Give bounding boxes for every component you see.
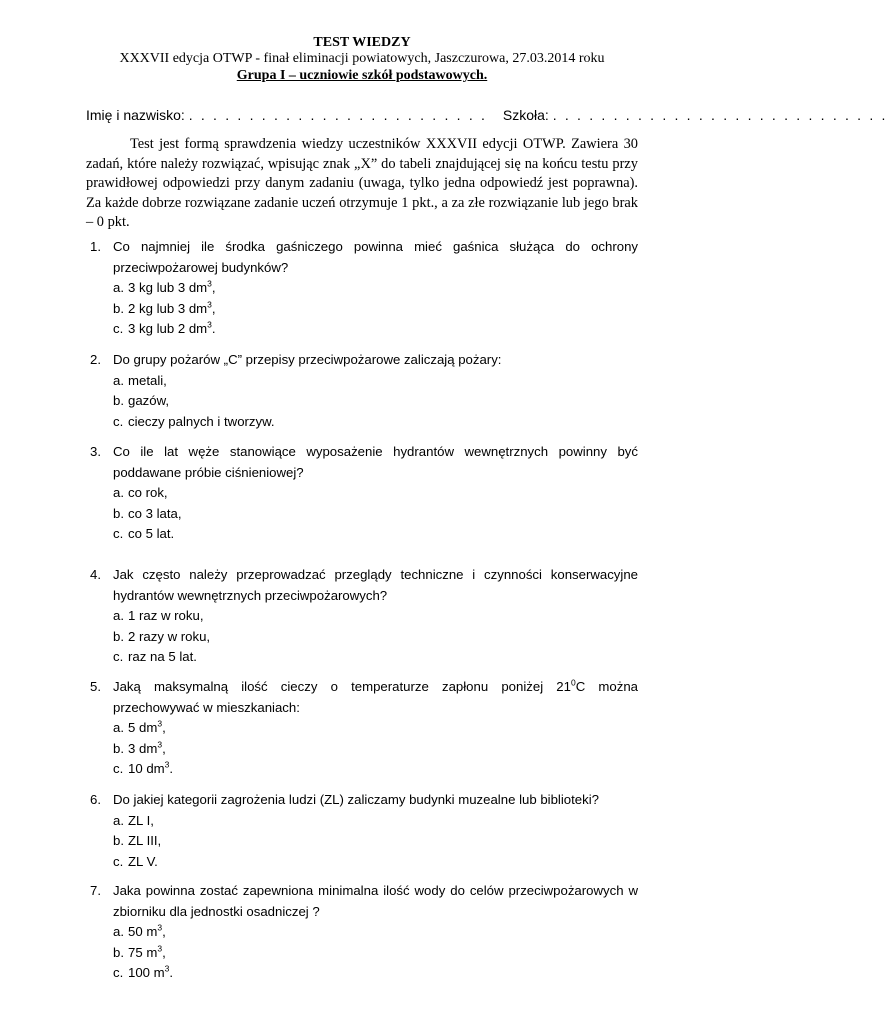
question bbox=[86, 881, 638, 984]
answer-letter: b. bbox=[113, 300, 124, 316]
answer-text: metali, bbox=[128, 372, 167, 388]
question-text: Jaką maksymalną ilość cieczy o temperaturze zapłonu poniżej 21 bbox=[113, 679, 571, 694]
question-number: 5. bbox=[90, 679, 101, 694]
answer-option bbox=[86, 412, 638, 433]
answer-letter: c. bbox=[113, 526, 124, 541]
answer-letter: b. bbox=[113, 505, 124, 521]
answer-letter: a. bbox=[113, 924, 124, 939]
question bbox=[86, 790, 638, 872]
answer-superscript: 3 bbox=[157, 943, 163, 954]
school-label: Szkoła: bbox=[502, 107, 549, 123]
answer-text: 2 razy w roku, bbox=[128, 628, 211, 644]
answer-superscript: 3 bbox=[157, 922, 163, 933]
intro-paragraph bbox=[86, 135, 638, 233]
question-text: Do grupy pożarów „C” przepisy przeciwpożarowe zaliczają pożary: bbox=[113, 352, 502, 367]
answer-text: co 5 lat. bbox=[128, 526, 175, 541]
answer-text: co 3 lata, bbox=[128, 505, 182, 521]
answer-superscript: 3 bbox=[164, 759, 170, 770]
answer-option bbox=[86, 852, 638, 873]
name-label: Imię i nazwisko: bbox=[86, 107, 185, 123]
answer-superscript: 3 bbox=[157, 739, 163, 750]
answer-option bbox=[86, 811, 638, 832]
test-title: TEST WIEDZY bbox=[313, 35, 411, 50]
answer-option bbox=[86, 483, 638, 504]
answer-letter: b. bbox=[113, 944, 124, 960]
answer-text: ZL I, bbox=[128, 812, 154, 828]
answer-letter: c. bbox=[113, 649, 124, 664]
answer-letter: a. bbox=[113, 720, 124, 735]
intro-text: Test jest formą sprawdzenia wiedzy uczestników XXXVII edycji OTWP. Zawiera 30 zadań, które należy rozwiązać, wpisując znak „X” do tabeli znajdującej się na końcu testu przy prawidłowej odpowiedzi przy danym zadaniu (uwaga, tylko jedna odpowiedź jest poprawna). Za każde dobrze rozwiązane zadanie uczeń otrzymuje 1 pkt., a za złe rozwiązanie lub jego brak – 0 pkt. bbox=[86, 136, 638, 230]
answer-text: 50 m bbox=[128, 924, 158, 939]
answer-letter: c. bbox=[113, 761, 124, 776]
answer-letter: b. bbox=[113, 833, 124, 848]
answer-punct: , bbox=[162, 924, 166, 939]
test-group: Grupa I – uczniowie szkół podstawowych. bbox=[236, 68, 488, 83]
answer-text: 10 dm bbox=[128, 761, 165, 776]
question-number: 1. bbox=[90, 239, 101, 254]
answer-letter: c. bbox=[113, 413, 124, 429]
answer-superscript: 3 bbox=[207, 278, 212, 289]
question bbox=[86, 565, 638, 668]
question-stem bbox=[86, 350, 638, 371]
answer-letter: b. bbox=[113, 740, 124, 756]
question-stem bbox=[86, 677, 638, 718]
answer-letter: c. bbox=[113, 321, 124, 336]
answer-letter: b. bbox=[113, 393, 124, 408]
question-text: Jaka powinna zostać zapewniona minimalna ilość wody do celów przeciwpożarowych w zbiorniku dla jednostki osadniczej ? bbox=[113, 883, 638, 919]
answer-punct: , bbox=[162, 944, 166, 960]
answer-option bbox=[86, 371, 638, 392]
question bbox=[86, 677, 638, 780]
answer-option bbox=[86, 922, 638, 943]
question-stem bbox=[86, 237, 638, 278]
answer-letter: a. bbox=[113, 812, 124, 828]
answer-punct: . bbox=[169, 965, 174, 980]
answer-option bbox=[86, 718, 638, 739]
question-stem bbox=[86, 442, 638, 483]
answer-text: 2 kg lub 3 dm bbox=[128, 300, 208, 316]
answer-option bbox=[86, 627, 638, 648]
answer-superscript: 3 bbox=[207, 299, 212, 310]
answer-text: cieczy palnych i tworzyw. bbox=[128, 413, 275, 429]
answer-letter: b. bbox=[113, 628, 124, 644]
answer-list bbox=[86, 811, 638, 873]
answer-list bbox=[86, 371, 638, 433]
answer-text: 75 m bbox=[128, 944, 158, 960]
answer-superscript: 3 bbox=[164, 963, 170, 974]
question-stem bbox=[86, 790, 638, 811]
answer-list bbox=[86, 718, 638, 780]
answer-option bbox=[86, 524, 638, 545]
answer-option bbox=[86, 391, 638, 412]
answer-punct: , bbox=[211, 280, 216, 295]
answer-text: 1 raz w roku, bbox=[128, 608, 204, 623]
answer-superscript: 3 bbox=[157, 718, 163, 729]
question-text: Co najmniej ile środka gaśniczego powinna mieć gaśnica służąca do ochrony przeciwpożarowej budynków? bbox=[113, 239, 638, 275]
answer-option bbox=[86, 606, 638, 627]
answer-text: ZL V. bbox=[128, 853, 158, 869]
answer-punct: , bbox=[162, 720, 166, 735]
answer-option bbox=[86, 963, 638, 984]
question-text: Co ile lat węże stanowiące wyposażenie hydrantów wewnętrznych powinny być poddawane próbie ciśnieniowej? bbox=[113, 444, 638, 480]
question-text-continued: C można przechowywać w mieszkaniach: bbox=[113, 679, 638, 715]
answer-text: 3 dm bbox=[128, 740, 158, 756]
question-text: Jak często należy przeprowadzać przeglądy techniczne i czynności konserwacyjne hydrantów wewnętrznych przeciwpożarowych? bbox=[113, 567, 638, 603]
question-number: 2. bbox=[90, 352, 101, 367]
answer-letter: a. bbox=[113, 280, 124, 295]
answer-option bbox=[86, 299, 638, 320]
answer-letter: c. bbox=[113, 853, 124, 869]
question-superscript: 0 bbox=[570, 677, 576, 688]
answer-letter: a. bbox=[113, 608, 124, 623]
answer-list bbox=[86, 922, 638, 984]
answer-text: co rok, bbox=[128, 485, 168, 500]
answer-superscript: 3 bbox=[207, 319, 212, 330]
answer-list bbox=[86, 606, 638, 668]
answer-option bbox=[86, 647, 638, 668]
question-stem bbox=[86, 565, 638, 606]
answer-text: 5 dm bbox=[128, 720, 158, 735]
answer-list bbox=[86, 483, 638, 545]
answer-text: 3 kg lub 2 dm bbox=[128, 321, 208, 336]
question-text: Do jakiej kategorii zagrożenia ludzi (ZL) zaliczamy budynki muzealne lub biblioteki? bbox=[113, 792, 599, 807]
student-fields bbox=[86, 107, 888, 123]
answer-option bbox=[86, 278, 638, 299]
question-number: 4. bbox=[90, 567, 101, 582]
question-number: 7. bbox=[90, 883, 101, 898]
answer-list bbox=[86, 278, 638, 340]
name-dots: . . . . . . . . . . . . . . . . . . . . . . . . . bbox=[188, 107, 488, 123]
answer-text: 100 m bbox=[128, 965, 165, 980]
question bbox=[86, 442, 638, 545]
answer-letter: c. bbox=[113, 965, 124, 980]
answer-punct: . bbox=[169, 761, 174, 776]
question-number: 3. bbox=[90, 444, 101, 459]
answer-option bbox=[86, 504, 638, 525]
answer-option bbox=[86, 943, 638, 964]
answer-punct: , bbox=[162, 740, 166, 756]
school-dots: . . . . . . . . . . . . . . . . . . . . . . . . . . . . bbox=[552, 107, 888, 123]
answer-text: ZL III, bbox=[128, 833, 162, 848]
answer-punct: . bbox=[211, 321, 216, 336]
answer-option bbox=[86, 739, 638, 760]
answer-text: raz na 5 lat. bbox=[128, 649, 197, 664]
answer-letter: a. bbox=[113, 485, 124, 500]
answer-option bbox=[86, 319, 638, 340]
question bbox=[86, 350, 638, 432]
answer-text: gazów, bbox=[128, 393, 170, 408]
test-subtitle: XXXVII edycja OTWP - finał eliminacji powiatowych, Jaszczurowa, 27.03.2014 roku bbox=[119, 51, 605, 66]
answer-punct: , bbox=[211, 300, 216, 316]
answer-option bbox=[86, 759, 638, 780]
question bbox=[86, 237, 638, 340]
answer-option bbox=[86, 831, 638, 852]
question-number: 6. bbox=[90, 792, 101, 807]
answer-text: 3 kg lub 3 dm bbox=[128, 280, 208, 295]
answer-letter: a. bbox=[113, 372, 124, 388]
question-stem bbox=[86, 881, 638, 922]
